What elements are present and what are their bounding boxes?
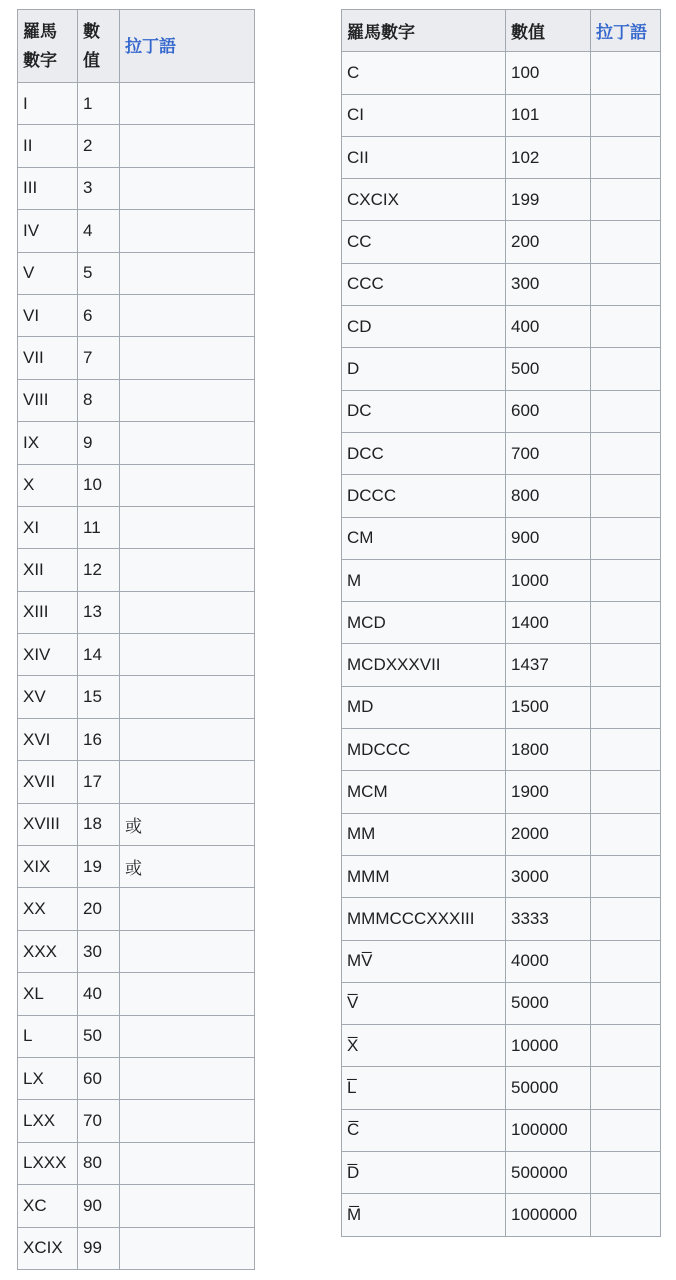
table-row — [18, 761, 255, 803]
table-row — [18, 973, 255, 1015]
table-row — [342, 1067, 661, 1109]
latin-cell — [120, 379, 255, 421]
roman-numeral-cell: LX — [18, 1057, 78, 1099]
latin-cell — [120, 591, 255, 633]
value-cell: 11 — [78, 506, 120, 548]
table-row — [18, 1142, 255, 1184]
value-cell: 9 — [78, 422, 120, 464]
latin-cell — [120, 210, 255, 252]
header-value: 數值 — [78, 10, 120, 83]
header-roman-numeral: 羅馬數字 — [18, 10, 78, 83]
latin-cell — [120, 337, 255, 379]
latin-cell — [591, 1194, 661, 1236]
roman-numeral-cell: LXXX — [18, 1142, 78, 1184]
latin-cell — [591, 1109, 661, 1151]
value-cell: 3 — [78, 167, 120, 209]
roman-numeral-cell: CI — [342, 94, 506, 136]
latin-cell — [120, 294, 255, 336]
value-cell: 1500 — [506, 686, 591, 728]
value-cell: 900 — [506, 517, 591, 559]
table-row — [342, 729, 661, 771]
latin-cell — [120, 1142, 255, 1184]
value-cell: 40 — [78, 973, 120, 1015]
roman-numeral-cell: MMMCCCXXXIII — [342, 898, 506, 940]
value-cell: 1437 — [506, 644, 591, 686]
header-latin-link[interactable]: 拉丁語 — [591, 10, 661, 52]
value-cell: 100000 — [506, 1109, 591, 1151]
roman-numeral-cell: XIV — [18, 634, 78, 676]
value-cell: 80 — [78, 1142, 120, 1184]
latin-cell — [591, 348, 661, 390]
table-row — [342, 940, 661, 982]
value-cell: 70 — [78, 1100, 120, 1142]
roman-numerals-table-small — [17, 9, 255, 1270]
roman-numeral-cell: V̅ — [342, 982, 506, 1024]
latin-cell — [591, 52, 661, 94]
latin-cell — [591, 263, 661, 305]
latin-cell — [591, 940, 661, 982]
latin-cell — [120, 83, 255, 125]
latin-cell — [591, 559, 661, 601]
table-row — [342, 306, 661, 348]
value-cell: 500 — [506, 348, 591, 390]
value-cell: 101 — [506, 94, 591, 136]
roman-numeral-cell: D̅ — [342, 1152, 506, 1194]
latin-cell — [591, 686, 661, 728]
table-row — [342, 432, 661, 474]
table-row — [18, 252, 255, 294]
table-row — [342, 898, 661, 940]
value-cell: 60 — [78, 1057, 120, 1099]
latin-cell — [591, 898, 661, 940]
roman-numeral-cell: XIII — [18, 591, 78, 633]
roman-numeral-cell: C̅ — [342, 1109, 506, 1151]
table-row — [18, 125, 255, 167]
value-cell: 5 — [78, 252, 120, 294]
latin-cell — [591, 475, 661, 517]
value-cell: 50 — [78, 1015, 120, 1057]
roman-numeral-cell: XV — [18, 676, 78, 718]
latin-cell — [120, 125, 255, 167]
latin-cell — [120, 252, 255, 294]
header-latin-link[interactable]: 拉丁語 — [120, 10, 255, 83]
table-row — [342, 686, 661, 728]
roman-numeral-cell: LXX — [18, 1100, 78, 1142]
header-roman-numeral: 羅馬數字 — [342, 10, 506, 52]
roman-numeral-cell: IV — [18, 210, 78, 252]
latin-cell — [120, 422, 255, 464]
latin-cell — [120, 1185, 255, 1227]
table-row — [342, 559, 661, 601]
roman-numeral-cell: XI — [18, 506, 78, 548]
value-cell: 90 — [78, 1185, 120, 1227]
roman-numeral-cell: XX — [18, 888, 78, 930]
table-row — [342, 348, 661, 390]
value-cell: 6 — [78, 294, 120, 336]
latin-cell: 或 — [120, 846, 255, 888]
value-cell: 4000 — [506, 940, 591, 982]
table-header-row — [18, 10, 255, 83]
value-cell: 14 — [78, 634, 120, 676]
table-row — [18, 506, 255, 548]
roman-numeral-cell: M — [342, 559, 506, 601]
latin-cell — [120, 761, 255, 803]
latin-cell — [591, 1067, 661, 1109]
table-row — [18, 294, 255, 336]
roman-numeral-cell: DCCC — [342, 475, 506, 517]
table-row — [342, 179, 661, 221]
value-cell: 200 — [506, 221, 591, 263]
latin-cell — [120, 973, 255, 1015]
latin-cell — [120, 676, 255, 718]
value-cell: 1000000 — [506, 1194, 591, 1236]
roman-numeral-cell: MCM — [342, 771, 506, 813]
table-row — [18, 464, 255, 506]
table-row — [18, 1015, 255, 1057]
table-row — [18, 422, 255, 464]
roman-numeral-cell: MDCCC — [342, 729, 506, 771]
roman-numeral-cell: VIII — [18, 379, 78, 421]
latin-cell — [591, 982, 661, 1024]
table-row — [342, 855, 661, 897]
table-row — [18, 167, 255, 209]
roman-numeral-cell: II — [18, 125, 78, 167]
table-row — [342, 517, 661, 559]
table-row — [18, 549, 255, 591]
latin-cell — [120, 167, 255, 209]
latin-cell — [591, 813, 661, 855]
roman-numeral-cell: DCC — [342, 432, 506, 474]
roman-numeral-cell: L̅ — [342, 1067, 506, 1109]
latin-cell — [120, 1227, 255, 1269]
value-cell: 1400 — [506, 602, 591, 644]
value-cell: 600 — [506, 390, 591, 432]
roman-numeral-cell: XCIX — [18, 1227, 78, 1269]
latin-cell: 或 — [120, 803, 255, 845]
roman-numeral-cell: VII — [18, 337, 78, 379]
latin-cell — [591, 179, 661, 221]
table-row — [342, 263, 661, 305]
roman-numeral-cell: X̅ — [342, 1025, 506, 1067]
latin-cell — [591, 306, 661, 348]
table-row — [342, 771, 661, 813]
table-row — [18, 1057, 255, 1099]
latin-cell — [591, 221, 661, 263]
roman-numeral-cell: C — [342, 52, 506, 94]
table-row — [342, 475, 661, 517]
table-row — [342, 602, 661, 644]
roman-numeral-cell: CCC — [342, 263, 506, 305]
roman-numeral-cell: III — [18, 167, 78, 209]
latin-cell — [120, 464, 255, 506]
value-cell: 30 — [78, 930, 120, 972]
table-row — [342, 1025, 661, 1067]
value-cell: 3333 — [506, 898, 591, 940]
value-cell: 3000 — [506, 855, 591, 897]
table-row — [18, 1100, 255, 1142]
value-cell: 10000 — [506, 1025, 591, 1067]
header-value: 數值 — [506, 10, 591, 52]
value-cell: 199 — [506, 179, 591, 221]
value-cell: 12 — [78, 549, 120, 591]
value-cell: 4 — [78, 210, 120, 252]
table-row — [342, 390, 661, 432]
roman-numeral-cell: CD — [342, 306, 506, 348]
latin-cell — [591, 94, 661, 136]
table-row — [18, 210, 255, 252]
value-cell: 15 — [78, 676, 120, 718]
roman-numeral-cell: V — [18, 252, 78, 294]
roman-numeral-cell: MV̅ — [342, 940, 506, 982]
table-row — [342, 1194, 661, 1236]
roman-numeral-cell: MMM — [342, 855, 506, 897]
table-row — [342, 221, 661, 263]
table-row — [18, 888, 255, 930]
table-row — [18, 1227, 255, 1269]
roman-numeral-cell: CII — [342, 136, 506, 178]
roman-numeral-cell: M̅ — [342, 1194, 506, 1236]
table-row — [18, 1185, 255, 1227]
latin-cell — [120, 1100, 255, 1142]
roman-numeral-cell: CXCIX — [342, 179, 506, 221]
roman-numeral-cell: XL — [18, 973, 78, 1015]
latin-cell — [591, 771, 661, 813]
value-cell: 7 — [78, 337, 120, 379]
latin-cell — [120, 888, 255, 930]
roman-numeral-cell: XC — [18, 1185, 78, 1227]
table-row — [342, 52, 661, 94]
roman-numeral-cell: MCDXXXVII — [342, 644, 506, 686]
value-cell: 50000 — [506, 1067, 591, 1109]
value-cell: 99 — [78, 1227, 120, 1269]
latin-cell — [591, 729, 661, 771]
value-cell: 500000 — [506, 1152, 591, 1194]
latin-cell — [591, 136, 661, 178]
roman-numeral-cell: CM — [342, 517, 506, 559]
value-cell: 400 — [506, 306, 591, 348]
latin-cell — [120, 634, 255, 676]
value-cell: 100 — [506, 52, 591, 94]
value-cell: 8 — [78, 379, 120, 421]
table-row — [342, 644, 661, 686]
latin-cell — [120, 506, 255, 548]
value-cell: 18 — [78, 803, 120, 845]
value-cell: 800 — [506, 475, 591, 517]
latin-cell — [591, 1152, 661, 1194]
roman-numeral-cell: MCD — [342, 602, 506, 644]
table-header-row — [342, 10, 661, 52]
table-row — [342, 136, 661, 178]
roman-numeral-cell: XVII — [18, 761, 78, 803]
latin-cell — [591, 644, 661, 686]
value-cell: 10 — [78, 464, 120, 506]
value-cell: 300 — [506, 263, 591, 305]
latin-cell — [120, 549, 255, 591]
roman-numeral-cell: L — [18, 1015, 78, 1057]
roman-numerals-table-large — [341, 9, 661, 1237]
latin-cell — [591, 390, 661, 432]
table-row — [18, 337, 255, 379]
table-row — [18, 379, 255, 421]
roman-numeral-cell: CC — [342, 221, 506, 263]
value-cell: 1000 — [506, 559, 591, 601]
roman-numeral-cell: XVI — [18, 718, 78, 760]
latin-cell — [591, 1025, 661, 1067]
latin-cell — [120, 1057, 255, 1099]
roman-numeral-cell: XIX — [18, 846, 78, 888]
roman-numeral-cell: IX — [18, 422, 78, 464]
value-cell: 19 — [78, 846, 120, 888]
table-row — [342, 813, 661, 855]
table-row — [342, 982, 661, 1024]
value-cell: 102 — [506, 136, 591, 178]
table-row — [18, 803, 255, 845]
roman-numeral-cell: XII — [18, 549, 78, 591]
table-row — [342, 1152, 661, 1194]
value-cell: 1900 — [506, 771, 591, 813]
table-row — [18, 930, 255, 972]
table-row — [18, 83, 255, 125]
table-row — [342, 1109, 661, 1151]
latin-cell — [591, 517, 661, 559]
roman-numeral-cell: VI — [18, 294, 78, 336]
table-row — [18, 591, 255, 633]
value-cell: 17 — [78, 761, 120, 803]
roman-numeral-cell: MD — [342, 686, 506, 728]
latin-cell — [591, 602, 661, 644]
latin-cell — [591, 432, 661, 474]
latin-cell — [120, 718, 255, 760]
roman-numeral-cell: X — [18, 464, 78, 506]
value-cell: 2 — [78, 125, 120, 167]
roman-numeral-cell: I — [18, 83, 78, 125]
latin-cell — [120, 930, 255, 972]
roman-numeral-cell: XVIII — [18, 803, 78, 845]
value-cell: 2000 — [506, 813, 591, 855]
value-cell: 16 — [78, 718, 120, 760]
table-row — [18, 846, 255, 888]
value-cell: 20 — [78, 888, 120, 930]
roman-numeral-cell: D — [342, 348, 506, 390]
value-cell: 700 — [506, 432, 591, 474]
latin-cell — [591, 855, 661, 897]
table-row — [342, 94, 661, 136]
table-row — [18, 718, 255, 760]
value-cell: 1 — [78, 83, 120, 125]
roman-numeral-cell: DC — [342, 390, 506, 432]
roman-numeral-cell: MM — [342, 813, 506, 855]
value-cell: 1800 — [506, 729, 591, 771]
value-cell: 13 — [78, 591, 120, 633]
value-cell: 5000 — [506, 982, 591, 1024]
roman-numeral-cell: XXX — [18, 930, 78, 972]
table-row — [18, 676, 255, 718]
latin-cell — [120, 1015, 255, 1057]
table-row — [18, 634, 255, 676]
